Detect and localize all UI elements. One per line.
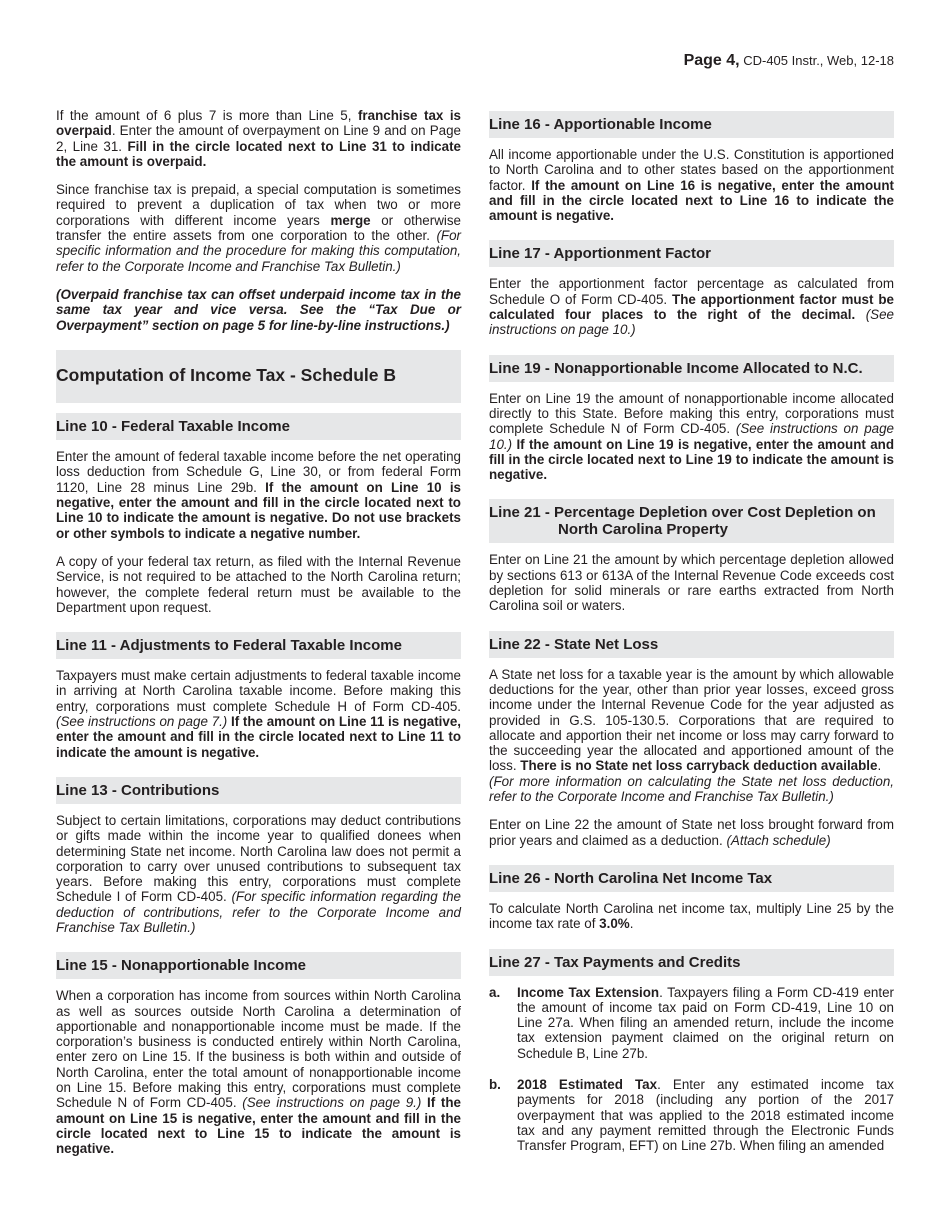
merge-paragraph: Since franchise tax is prepaid, a special computation is sometimes required to prevent a duplication of tax when two or more corporations with different income years merge or otherwise transfer the entire assets from one corporation to the other. (For specific information and the procedure for making this computation, refer to the Corporate Income and Franchise Tax Bulletin.) xyxy=(56,182,462,274)
item-heading: 2018 Estimated Tax xyxy=(517,1076,658,1092)
item-text: . Enter any estimated income tax payments for 2018 (including any portion of the 2017 overpayment that was applied to the 2018 estimated income tax and any payment remitted through the Electronic Funds Transfer Program, EFT) on Line 27b. When filing an amended xyxy=(517,1076,894,1154)
page-number: Page 4, xyxy=(683,52,740,69)
schedule-b-heading: Computation of Income Tax - Schedule B xyxy=(56,350,461,403)
line10-heading: Line 10 - Federal Taxable Income xyxy=(56,413,461,440)
line11-paragraph: Taxpayers must make certain adjustments to federal taxable income in arriving at North Carolina taxable income. Before making this entry, corporations must complete Schedule H of Form CD-405. (See instructions on page 7.) If the amount on Line 11 is negative, enter the amount and fill in the circle located next to Line 11 to indicate the amount is negative. xyxy=(56,668,462,760)
overpaid-paragraph: If the amount of 6 plus 7 is more than Line 5, franchise tax is overpaid. Enter the amount of overpayment on Line 9 and on Page 2, Line 31. Fill in the circle located next to Line 31 to indicate the amount is overpaid. xyxy=(56,108,461,169)
item-letter: a. xyxy=(489,984,501,1000)
line26-paragraph: To calculate North Carolina net income tax, multiply Line 25 by the income tax rate of 3.0%. xyxy=(489,900,894,932)
line19-heading: Line 19 - Nonapportionable Income Allocated to N.C. xyxy=(489,355,894,382)
line27-item-a xyxy=(489,985,894,1061)
line19-paragraph: Enter on Line 19 the amount of nonapportionable income allocated directly to this State. Before making this entry, corporations must complete Schedule N of Form CD-405. (See instructions on page 10.) If the amount on Line 19 is negative, enter the amount and fill in the circle located next to Line 19 to indicate the amount is negative. xyxy=(489,390,894,483)
form-id: CD-405 Instr., Web, 12-18 xyxy=(743,53,894,68)
line11-heading: Line 11 - Adjustments to Federal Taxable Income xyxy=(56,632,461,659)
line10-paragraph: Enter the amount of federal taxable income before the net operating loss deduction from Schedule G, Line 30, or from federal Form 1120, Line 28 minus Line 29b. If the amount on Line 10 is negative, enter the amount and fill in the circle located next to Line 10 to indicate the amount is negative. Do not use brackets or other symbols to indicate a negative number. xyxy=(56,449,461,541)
line21-heading: Line 21 - Percentage Depletion over Cost Depletion on North Carolina Property xyxy=(489,499,894,543)
line17-paragraph: Enter the apportionment factor percentage as calculated from Schedule O of Form CD-405. The apportionment factor must be calculated four places to the right of the decimal. (See instructions on page 10.) xyxy=(489,276,894,338)
line16-paragraph: All income apportionable under the U.S. Constitution is apportioned to North Carolina and to other states based on the apportionment factor. If the amount on Line 16 is negative, enter the amount and fill in the circle located next to Line 16 to indicate the amount is negative. xyxy=(489,147,895,224)
line17-heading: Line 17 - Apportionment Factor xyxy=(489,240,894,267)
line13-paragraph: Subject to certain limitations, corporations may deduct contributions or gifts made within the income year to qualified donees when determining State net income. North Carolina law does not permit a corporation to carry over unused contributions to subsequent tax years. Before making this entry, corporations must complete Schedule I of Form CD-405. (For specific information regarding the deduction of contributions, refer to the Corporate Income and Franchise Tax Bulletin.) xyxy=(56,812,461,935)
item-text: . Taxpayers filing a Form CD-419 enter the amount of income tax paid on Form CD-419, Line 10 on Line 27a. When filing an amended return, include the income tax extension payment claimed on the original return on Schedule B, Line 27b. xyxy=(517,984,894,1061)
line22-heading: Line 22 - State Net Loss xyxy=(489,631,894,658)
line27-item-b xyxy=(489,1077,894,1153)
line21-paragraph: Enter on Line 21 the amount by which percentage depletion allowed by sections 613 or 613A of the Internal Revenue Code exceeds cost depletion for solid minerals or rare earths extracted from North Carolina soil or waters. xyxy=(489,552,894,614)
item-heading: Income Tax Extension xyxy=(517,984,660,1000)
line13-heading: Line 13 - Contributions xyxy=(56,777,461,804)
left-column xyxy=(56,108,461,1170)
line26-heading: Line 26 - North Carolina Net Income Tax xyxy=(489,865,894,892)
line15-paragraph: When a corporation has income from sources within North Carolina as well as sources outside North Carolina a determination of apportionable and nonapportionable income must be made. If the corporation’s business is conducted entirely within North Carolina, enter zero on Line 15. If the business is both within and outside of North Carolina, enter the total amount of nonapportionable income on Line 15. Before making this entry, corporations must complete Schedule N of Form CD-405. (See instructions on page 9.) If the amount on Line 15 is negative, enter the amount and fill in the circle located next to Line 15 to indicate the amount is negative. xyxy=(56,988,461,1157)
line22-paragraph: A State net loss for a taxable year is the amount by which allowable deductions for the year, other than prior year losses, exceed gross income under the Internal Revenue Code for the year adjusted as provided in G.S. 105-130.5. Corporations that are required to allocate and apportion their net income or loss may carry forward to the succeeding year the allocated and apportioned amount of the loss. There is no State net loss carryback deduction available. (For more information on calculating the State net loss deduction, refer to the Corporate Income and Franchise Tax Bulletin.) xyxy=(489,666,894,805)
line15-heading: Line 15 - Nonapportionable Income xyxy=(56,952,461,979)
line10-federal-return-paragraph: A copy of your federal tax return, as filed with the Internal Revenue Service, is not required to be attached to the North Carolina return; however, the complete federal return must be available to the Department upon request. xyxy=(56,553,461,615)
line27-heading: Line 27 - Tax Payments and Credits xyxy=(489,949,894,976)
page-header xyxy=(684,52,894,70)
line22-carryforward-paragraph: Enter on Line 22 the amount of State net loss brought forward from prior years and claimed as a deduction. (Attach schedule) xyxy=(489,817,894,848)
line16-heading: Line 16 - Apportionable Income xyxy=(489,111,894,138)
item-letter: b. xyxy=(489,1076,501,1092)
offset-note: (Overpaid franchise tax can offset underpaid income tax in the same tax year and vice versa. See the “Tax Due or Overpayment” section on page 5 for line-by-line instructions.) xyxy=(56,286,461,333)
right-column xyxy=(489,108,894,1169)
